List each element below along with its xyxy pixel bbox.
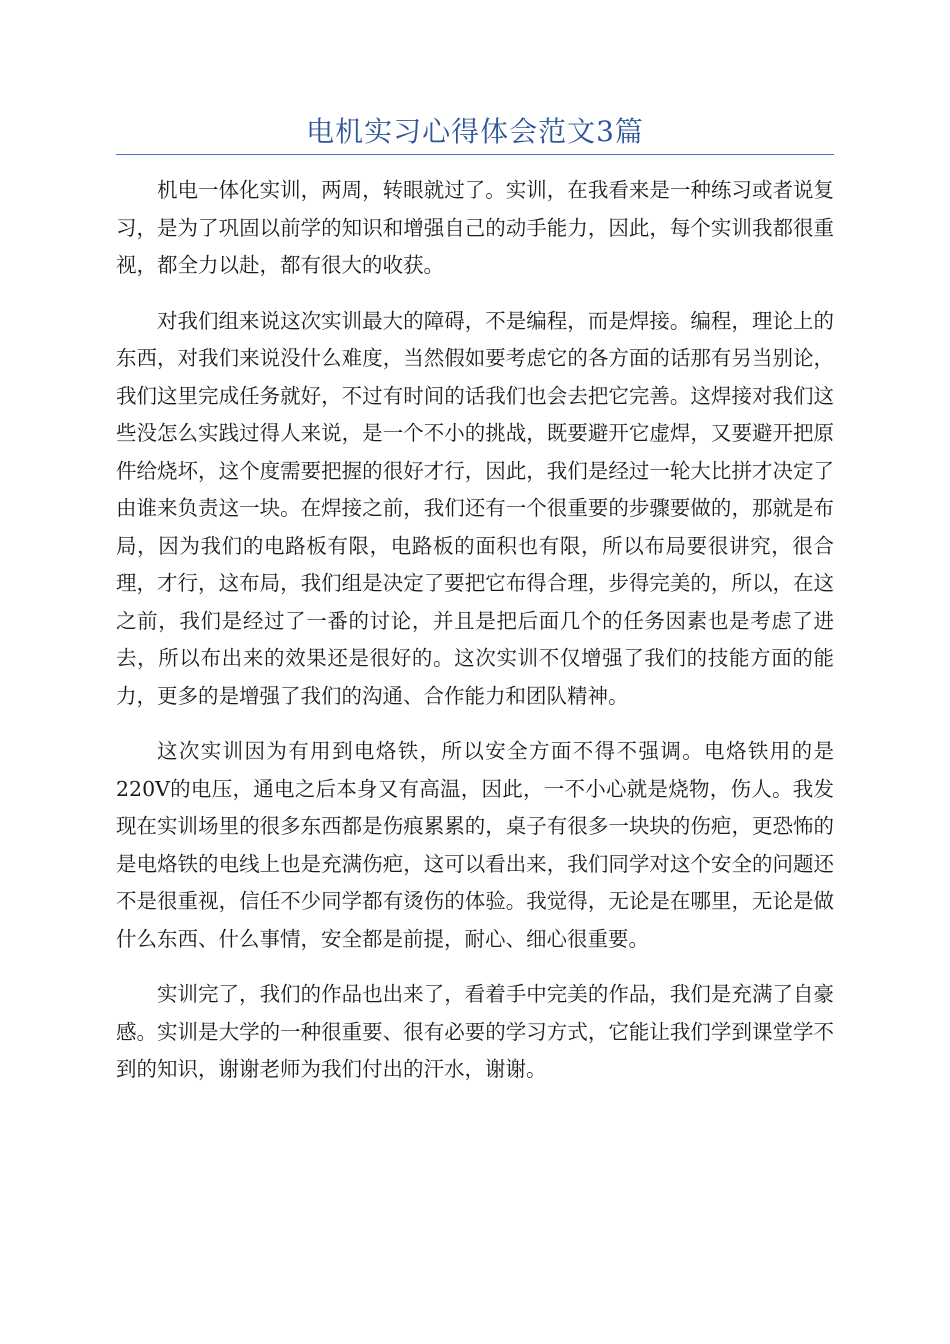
paragraph: 机电一体化实训，两周，转眼就过了。实训，在我看来是一种练习或者说复习，是为了巩固以前学的知识和增强自己的动手能力，因此，每个实训我都很重视，都全力以赴，都有很大的收获。 — [116, 178, 834, 277]
title-underline — [116, 154, 834, 155]
paragraph: 实训完了，我们的作品也出来了，看着手中完美的作品，我们是充满了自豪感。实训是大学的一种很重要、很有必要的学习方式，它能让我们学到课堂学不到的知识，谢谢老师为我们付出的汗水，谢谢。 — [116, 982, 834, 1081]
paragraph: 这次实训因为有用到电烙铁，所以安全方面不得不强调。电烙铁用的是220V的电压，通电之后本身又有高温，因此，一不小心就是烧物，伤人。我发现在实训场里的很多东西都是伤痕累累的，桌子有很多一块块的伤疤，更恐怖的是电烙铁的电线上也是充满伤疤，这可以看出来，我们同学对这个安全的问题还不是很重视，信任不少同学都有烫伤的体验。我觉得，无论是在哪里，无论是做什么东西、什么事情，安全都是前提，耐心、细心很重要。 — [116, 739, 834, 951]
document-title: 电机实习心得体会范文3篇 — [306, 115, 644, 148]
paragraph: 对我们组来说这次实训最大的障碍，不是编程，而是焊接。编程，理论上的东西，对我们来说没什么难度，当然假如要考虑它的各方面的话那有另当别论，我们这里完成任务就好，不过有时间的话我们也会去把它完善。这焊接对我们这些没怎么实践过得人来说，是一个不小的挑战，既要避开它虚焊，又要避开把原件给烧坏，这个度需要把握的很好才行，因此，我们是经过一轮大比拼才决定了由谁来负责这一块。在焊接之前，我们还有一个很重要的步骤要做的，那就是布局，因为我们的电路板有限，电路板的面积也有限，所以布局要很讲究，很合理，才行，这布局，我们组是决定了要把它布得合理，步得完美的，所以，在这之前，我们是经过了一番的讨论，并且是把后面几个的任务因素也是考虑了进去，所以布出来的效果还是很好的。这次实训不仅增强了我们的技能方面的能力，更多的是增强了我们的沟通、合作能力和团队精神。 — [116, 308, 834, 708]
document-body — [116, 172, 834, 1107]
